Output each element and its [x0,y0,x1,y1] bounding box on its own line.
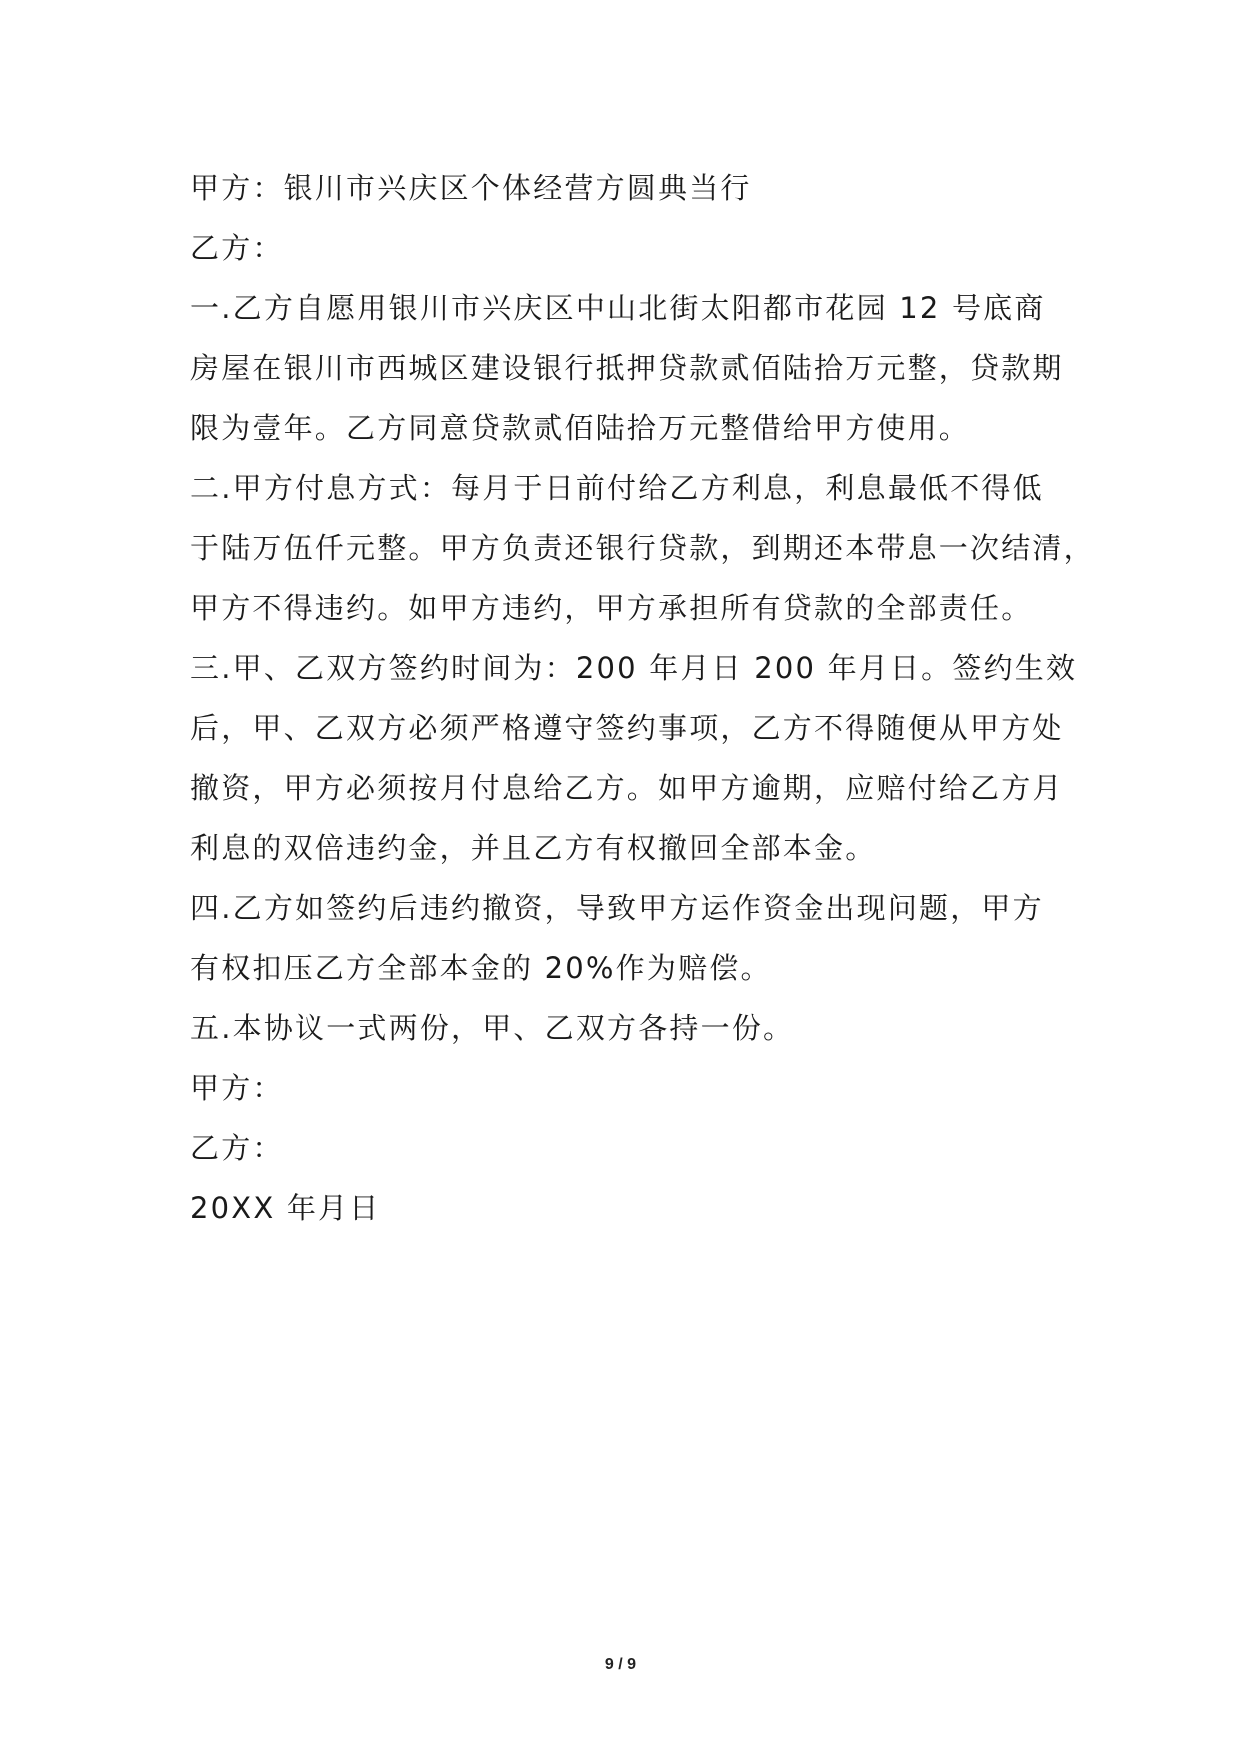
clause-3-line-4: 利息的双倍违约金，并且乙方有权撤回全部本金。 [190,831,877,865]
clause-4-line-2: 有权扣压乙方全部本金的 20%作为赔偿。 [190,951,772,985]
clause-4-line-1: 四.乙方如签约后违约撤资，导致甲方运作资金出现问题，甲方 [190,891,1044,925]
clause-1-line-2: 房屋在银川市西城区建设银行抵押贷款贰佰陆拾万元整，贷款期 [190,351,1064,385]
clause-2-line-1: 二.甲方付息方式：每月于日前付给乙方利息，利息最低不得低 [190,471,1044,505]
clause-2-line-3: 甲方不得违约。如甲方违约，甲方承担所有贷款的全部责任。 [190,591,1033,625]
page-number: 9 / 9 [604,1656,637,1673]
clause-3-line-3: 撤资，甲方必须按月付息给乙方。如甲方逾期，应赔付给乙方月 [190,771,1064,805]
clause-1-line-1: 一.乙方自愿用银川市兴庆区中山北街太阳都市花园 12 号底商 [190,291,1046,325]
clause-5-line: 五.本协议一式两份，甲、乙双方各持一份。 [190,1011,795,1045]
party-b-line: 乙方： [190,231,284,265]
clause-3-line-2: 后，甲、乙双方必须严格遵守签约事项，乙方不得随便从甲方处 [190,711,1064,745]
party-a-line: 甲方：银川市兴庆区个体经营方圆典当行 [190,171,752,205]
clause-2-line-2: 于陆万伍仟元整。甲方负责还银行贷款，到期还本带息一次结清， [190,531,1095,565]
clause-1-line-3: 限为壹年。乙方同意贷款贰佰陆拾万元整借给甲方使用。 [190,411,971,445]
signature-date: 20XX 年月日 [190,1191,381,1225]
clause-3-line-1: 三.甲、乙双方签约时间为：200 年月日 200 年月日。签约生效 [190,651,1078,685]
signature-party-a: 甲方： [190,1071,284,1105]
document-body [190,158,1095,1238]
signature-party-b: 乙方： [190,1131,284,1165]
